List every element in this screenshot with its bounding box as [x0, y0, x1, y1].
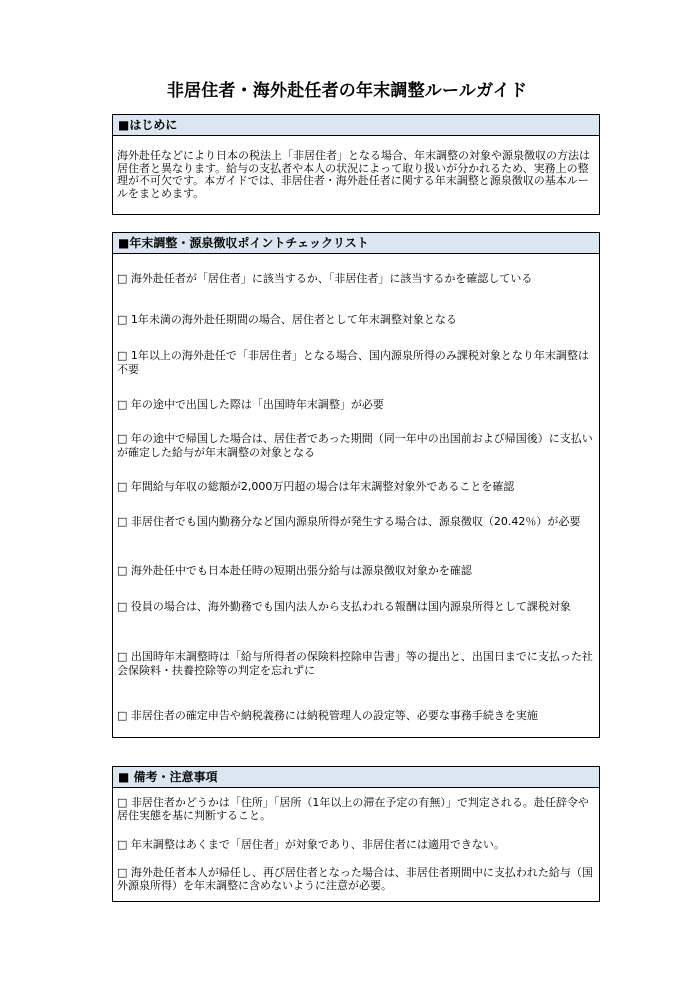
- checklist-section: [112, 254, 600, 738]
- checklist-item: □ 年の途中で帰国した場合は、居住者であった期間（同一年中の出国前および帰国後）に支払いが確定した給与が年末調整の対象となる: [117, 432, 593, 459]
- notes-heading: ■ 備考・注意事項: [112, 766, 600, 788]
- checklist-item: □ 海外赴任者が「居住者」に該当するか、「非居住者」に該当するかを確認している: [117, 272, 533, 285]
- checklist-item: □ 海外赴任中でも日本赴任時の短期出張分給与は源泉徴収対象かを確認: [117, 564, 472, 577]
- checklist-item: □ 1年以上の海外赴任で「非居住者」となる場合、国内源泉所得のみ課税対象となり年末調整は不要: [117, 349, 589, 376]
- checklist-item: □ 年間給与年収の総額が2,000万円超の場合は年末調整対象外であることを確認: [117, 480, 515, 493]
- checklist-heading: ■年末調整・源泉徴収ポイントチェックリスト: [112, 232, 600, 254]
- notes-section: [112, 788, 600, 902]
- intro-heading: ■はじめに: [112, 114, 600, 136]
- note-item: □ 年末調整はあくまで「居住者」が対象であり、非居住者には適用できない。: [117, 838, 505, 851]
- checklist-item: □ 1年未満の海外赴任期間の場合、居住者として年末調整対象となる: [117, 313, 457, 326]
- intro-text: 海外赴任などにより日本の税法上「非居住者」となる場合、年末調整の対象や源泉徴収の方法は居住者と異なります。給与の支払者や本人の状況によって取り扱いが分かれるため、実務上の整理が不可欠です。本ガイドでは、非居住者・海外赴任者に関する年末調整と源泉徴収の基本ルールをまとめます。: [117, 149, 590, 200]
- checklist-item: □ 非居住者でも国内勤務分など国内源泉所得が発生する場合は、源泉徴収（20.42％）が必要: [117, 515, 581, 528]
- note-item: □ 非居住者かどうかは「住所」「居所（1年以上の滞在予定の有無）」で判定される。赴任辞令や居住実態を基に判断すること。: [117, 796, 589, 822]
- checklist-item: □ 出国時年末調整時は「給与所得者の保険料控除申告書」等の提出と、出国日までに支払った社会保険料・扶養控除等の判定を忘れずに: [117, 650, 593, 677]
- page-title: 非居住者・海外赴任者の年末調整ルールガイド: [166, 81, 528, 101]
- checklist-item: □ 年の途中で出国した際は「出国時年末調整」が必要: [117, 398, 384, 411]
- checklist-item: □ 非居住者の確定申告や納税義務には納税管理人の設定等、必要な事務手続きを実施: [117, 709, 538, 722]
- note-item: □ 海外赴任者本人が帰任し、再び居住者となった場合は、非居住者期間中に支払われた給与（国外源泉所得）を年末調整に含めないように注意が必要。: [117, 866, 593, 892]
- checklist-item: □ 役員の場合は、海外勤務でも国内法人から支払われる報酬は国内源泉所得として課税対象: [117, 600, 571, 613]
- intro-section: [112, 136, 600, 215]
